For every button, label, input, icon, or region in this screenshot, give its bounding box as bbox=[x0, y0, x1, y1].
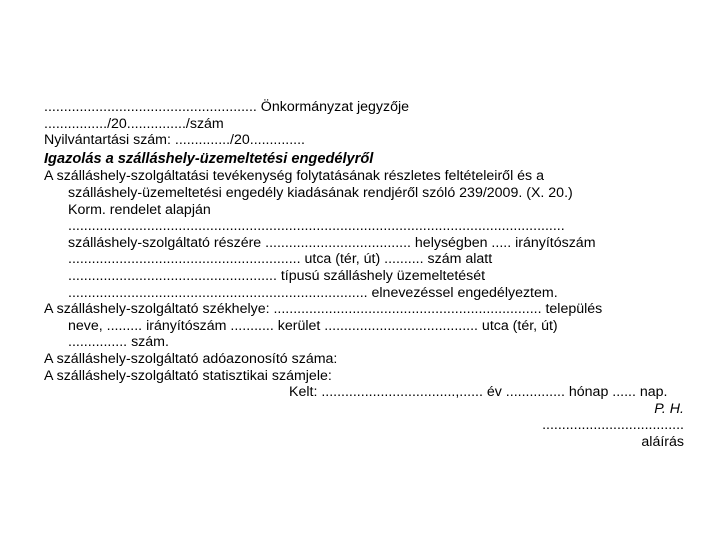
body-line: Korm. rendelet alapján bbox=[68, 201, 211, 218]
document-title: Igazolás a szálláshely-üzemeltetési engedélyről bbox=[44, 150, 374, 167]
tax-id-line: A szálláshely-szolgáltató adóazonosító száma: bbox=[44, 350, 338, 367]
body-line: .............................................................................................................................. bbox=[68, 218, 565, 235]
file-number-line: ................/20.............../szám bbox=[44, 115, 224, 132]
date-line: Kelt: ..................................,...... év ............... hónap ...... nap. bbox=[289, 384, 668, 401]
statistical-code-line: A szálláshely-szolgáltató statisztikai számjele: bbox=[44, 367, 332, 384]
signature-label: aláírás bbox=[641, 433, 684, 450]
paragraph-permit bbox=[44, 168, 684, 301]
authority-line: ...................................................... Önkormányzat jegyzője bbox=[44, 99, 410, 115]
paragraph-headquarters bbox=[44, 301, 684, 351]
body-line: A szálláshely-szolgáltatási tevékenység folytatásának részletes feltételeiről és a bbox=[44, 168, 544, 185]
body-line: ............................................................................ elnevezéssel engedélyeztem. bbox=[68, 284, 558, 301]
body-line: szálláshely-szolgáltató részére ..................................... helységben ..... irányítószám bbox=[68, 234, 596, 251]
document bbox=[44, 99, 684, 450]
registration-number-line: Nyilvántartási szám: ............../20.............. bbox=[44, 132, 305, 149]
body-line: ............... szám. bbox=[68, 334, 169, 351]
body-line: neve, ......... irányítószám ........... kerület ....................................... utca (tér, út) bbox=[68, 317, 558, 334]
body-line: A szálláshely-szolgáltató székhelye: .................................................................... település bbox=[44, 301, 603, 318]
signature-dots: .................................... bbox=[542, 417, 684, 434]
body-line: ........................................................... utca (tér, út) .......... szám alatt bbox=[68, 251, 493, 268]
body-line: szálláshely-üzemeltetési engedély kiadásának rendjéről szóló 239/2009. (X. 20.) bbox=[68, 184, 573, 201]
body-line: ..................................................... típusú szálláshely üzemeltetését bbox=[68, 267, 486, 284]
stamp-place: P. H. bbox=[654, 400, 684, 417]
